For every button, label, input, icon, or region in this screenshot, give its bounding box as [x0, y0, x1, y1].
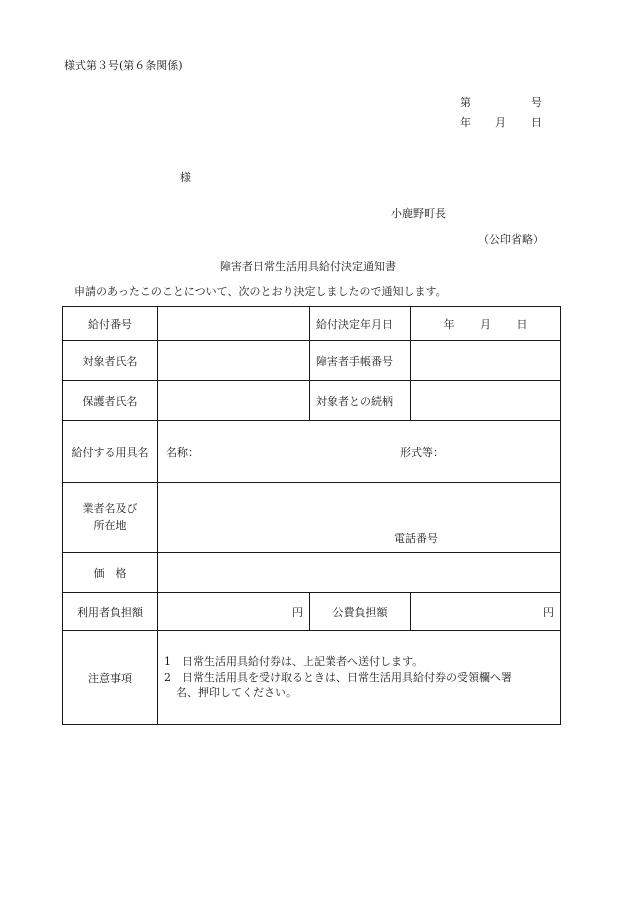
- number-dai-label: 第: [460, 96, 471, 109]
- public-burden-label: 公費負担額: [310, 593, 411, 631]
- grant-number-field[interactable]: [158, 307, 310, 341]
- table-row: [63, 381, 561, 421]
- user-burden-field[interactable]: 円: [158, 593, 310, 631]
- vendor-field[interactable]: [158, 483, 561, 553]
- grant-number-label: 給付番号: [63, 307, 158, 341]
- disability-card-number-field[interactable]: [411, 341, 561, 381]
- vendor-label-line1: 業者名及び: [82, 502, 138, 515]
- table-row: [63, 483, 561, 553]
- subject-name-field[interactable]: [158, 341, 310, 381]
- guardian-name-field[interactable]: [158, 381, 310, 421]
- date-year-label: 年: [460, 116, 471, 129]
- notice-form-table: [62, 306, 561, 725]
- table-row: [63, 341, 561, 381]
- vendor-label-line2: 所在地: [93, 518, 127, 532]
- table-row: [63, 553, 561, 593]
- note-2: 2 日常生活用具を受け取るときは、日常生活用具給付券の受領欄へ署: [164, 670, 512, 684]
- vendor-label: [63, 483, 158, 553]
- user-burden-label: 利用者負担額: [63, 593, 158, 631]
- decision-date-label: 給付決定年月日: [310, 307, 411, 341]
- note-1: 1 日常生活用具給付券は、上記業者へ送付します。: [164, 654, 424, 668]
- intro-text: 申請のあったこのことについて、次のとおり決定しましたので通知します。: [74, 285, 447, 298]
- issuer-mayor: 小鹿野町長: [391, 207, 446, 220]
- date-day-label: 日: [531, 116, 542, 129]
- equipment-name-field[interactable]: [158, 421, 561, 483]
- note-2-continued: 名、押印してください。: [176, 686, 297, 700]
- table-row: [63, 307, 561, 341]
- number-go-label: 号: [531, 96, 542, 109]
- price-label: 価 格: [63, 553, 158, 593]
- subject-name-label: 対象者氏名: [63, 341, 158, 381]
- vendor-phone-label: 電話番号: [394, 532, 438, 545]
- relationship-field[interactable]: [411, 381, 561, 421]
- equipment-model-prefix: 形式等：: [400, 445, 444, 459]
- public-burden-field[interactable]: 円: [411, 593, 561, 631]
- table-row: [63, 631, 561, 725]
- disability-card-number-label: 障害者手帳番号: [310, 341, 411, 381]
- price-field[interactable]: [158, 553, 561, 593]
- table-row: [63, 421, 561, 483]
- form-number: 様式第３号(第６条関係): [64, 59, 183, 72]
- decision-date-field[interactable]: 年 月 日: [411, 307, 561, 341]
- table-row: [63, 593, 561, 631]
- addressee-honorific: 様: [180, 171, 191, 184]
- date-month-label: 月: [495, 116, 506, 129]
- equipment-name-label: 給付する用具名: [63, 421, 158, 483]
- seal-omitted-note: （公印省略）: [478, 233, 544, 246]
- guardian-name-label: 保護者氏名: [63, 381, 158, 421]
- relationship-label: 対象者との続柄: [310, 381, 411, 421]
- notes-content: [158, 631, 561, 725]
- notes-label: 注意事項: [63, 631, 158, 725]
- document-title: 障害者日常生活用具給付決定通知書: [220, 260, 396, 273]
- equipment-name-prefix: 名称：: [166, 445, 199, 459]
